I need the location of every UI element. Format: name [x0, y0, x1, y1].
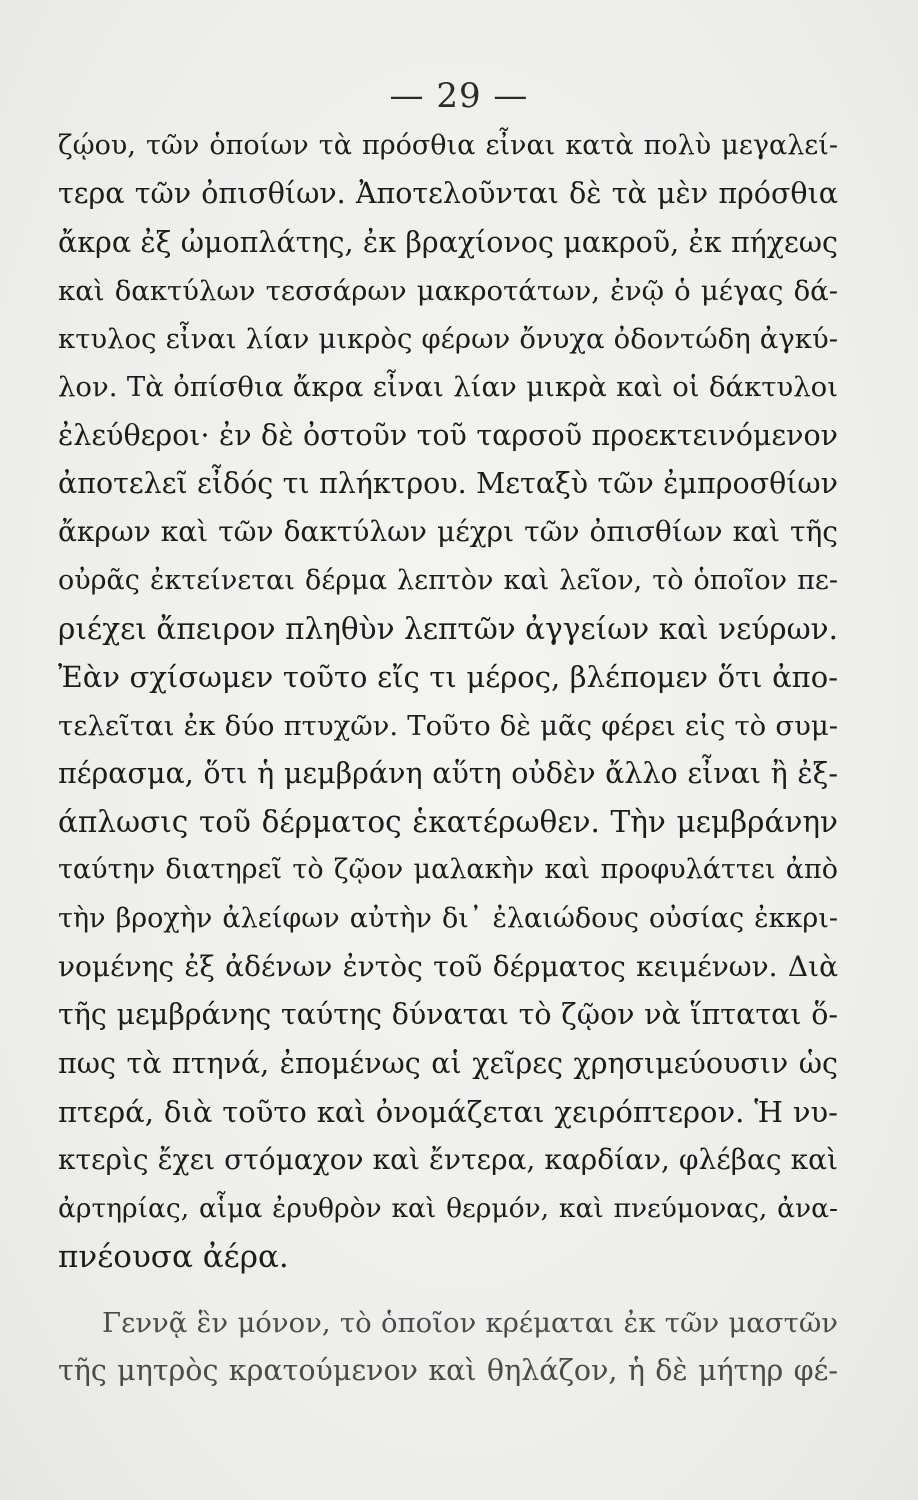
paragraph-2: [58, 1299, 838, 1396]
text-line: οὐρᾶς ἐκτείνεται δέρμα λεπτὸν καὶ λεῖον, τὸ ὁποῖον πε-: [58, 564, 838, 596]
text-line: ἀρτηρίας, αἷμα ἐρυθρὸν καὶ θερμόν, καὶ πνεύμονας, ἀνα-: [58, 1192, 838, 1224]
paragraph-gap: [58, 1281, 838, 1299]
text-line: άπλωσις τοῦ δέρματος ἑκατέρωθεν. Τὴν μεμβράνην: [58, 805, 838, 840]
text-line: καὶ δακτύλων τεσσάρων μακροτάτων, ἐνῷ ὁ μέγας δά-: [58, 274, 838, 307]
text-line: κτυλος εἶναι λίαν μικρὸς φέρων ὄνυχα ὀδοντώδη ἀγκύ-: [58, 323, 838, 356]
text-line: ἄκρων καὶ τῶν δακτύλων μέχρι τῶν ὀπισθίων καὶ τῆς: [58, 515, 838, 549]
text-line: τῆς μεμβράνης ταύτης δύναται τὸ ζῷον νὰ ἵπταται ὅ-: [58, 998, 838, 1032]
body-text: [58, 122, 838, 1396]
text-line: ἀποτελεῖ εἶδός τι πλήκτρου. Μεταξὺ τῶν ἐμπροσθίων: [58, 467, 838, 501]
page-number: — 29 —: [389, 76, 529, 116]
text-line: νομένης ἐξ ἀδένων ἐντὸς τοῦ δέρματος κειμένων. Διὰ: [58, 950, 838, 984]
text-line: ζῴου, τῶν ὁποίων τὰ πρόσθια εἶναι κατὰ πολὺ μεγαλεί-: [58, 130, 838, 161]
text-line: ριέχει ἄπειρον πληθὺν λεπτῶν ἀγγείων καὶ νεύρων.: [58, 611, 838, 646]
text-line: ἄκρα ἐξ ὠμοπλάτης, ἐκ βραχίονος μακροῦ, ἐκ πήχεως: [58, 225, 838, 259]
paragraph-1: [58, 122, 838, 1281]
text-line: πως τὰ πτηνά, ἐπομένως αἱ χεῖρες χρησιμεύουσιν ὡς: [58, 1046, 838, 1080]
text-line: πτερά, διὰ τοῦτο καὶ ὀνομάζεται χειρόπτερον. Ἡ νυ-: [58, 1094, 838, 1129]
text-line: Ἐὰν σχίσωμεν τοῦτο εἴς τι μέρος, βλέπομεν ὅτι ἀπο-: [58, 660, 838, 695]
text-line: τῆς μητρὸς κρατούμενον καὶ θηλάζον, ἡ δὲ μήτηρ φέ-: [58, 1354, 838, 1388]
text-line: κτερὶς ἔχει στόμαχον καὶ ἔντερα, καρδίαν, φλέβας καὶ: [58, 1143, 838, 1177]
text-line: τερα τῶν ὀπισθίων. Ἀποτελοῦνται δὲ τὰ μὲν πρόσθια: [58, 177, 838, 211]
text-line: πνέουσα ἀέρα.: [58, 1238, 289, 1275]
text-line: πέρασμα, ὅτι ἡ μεμβράνη αὕτη οὐδὲν ἄλλο εἶναι ἢ ἐξ-: [58, 756, 838, 790]
text-line: τελεῖται ἐκ δύο πτυχῶν. Τοῦτο δὲ μᾶς φέρει εἰς τὸ συμ-: [58, 709, 838, 742]
text-line: Γεννᾷ ἓν μόνον, τὸ ὁποῖον κρέμαται ἐκ τῶν μαστῶν: [102, 1307, 838, 1340]
text-line: τὴν βροχὴν ἀλείφων αὐτὴν δι᾽ ἐλαιώδους οὐσίας ἐκκρι-: [58, 902, 838, 934]
text-line: ἐλεύθεροι· ἐν δὲ ὀστοῦν τοῦ ταρσοῦ προεκτεινόμενον: [58, 418, 838, 452]
text-line: λον. Τὰ ὀπίσθια ἄκρα εἶναι λίαν μικρὰ καὶ οἱ δάκτυλοι: [58, 371, 838, 404]
text-line: ταύτην διατηρεῖ τὸ ζῷον μαλακὴν καὶ προφυλάττει ἀπὸ: [58, 854, 838, 886]
